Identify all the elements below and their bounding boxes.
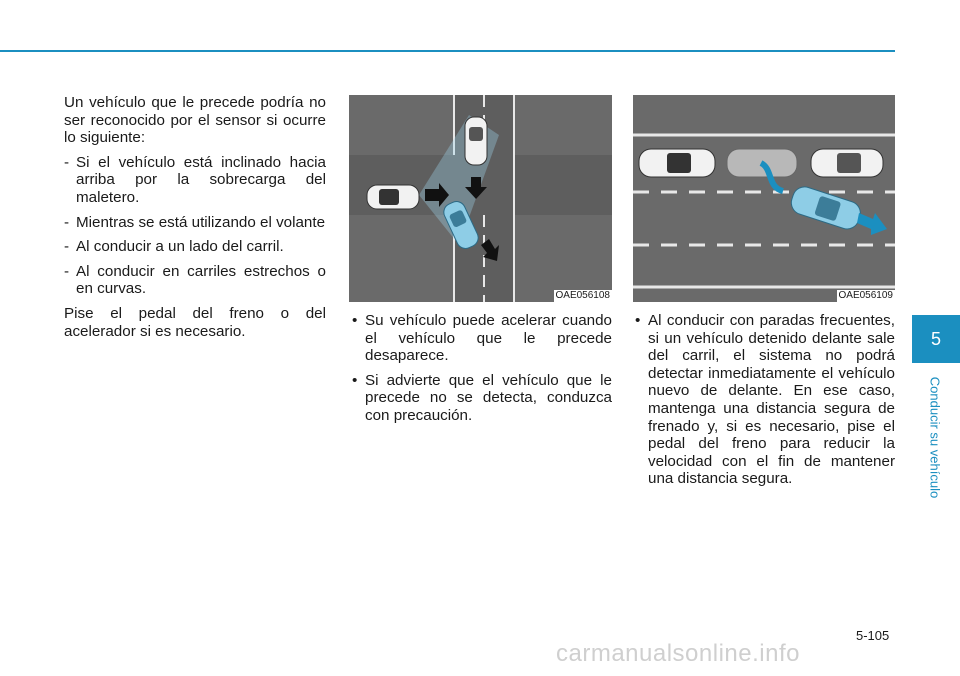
- column-middle: [350, 312, 612, 432]
- outro-paragraph: Pise el pedal del freno o del acelerador si es necesario.: [64, 304, 326, 340]
- bullet-item: • Al conducir con paradas frecuentes, si un vehículo detenido delante sale del carril, el sistema no podrá detectar inmediatamente el vehículo nuevo de delante. En ese caso, mantenga una distancia segura de frenado y, si es necesario, pise el pedal del freno para reducir la velocidad con el fin de mantener una distancia segura.: [633, 312, 895, 488]
- figure-code: OAE056109: [838, 290, 893, 301]
- figure-lane-change: [633, 95, 895, 302]
- section-number: 5: [930, 328, 941, 349]
- list-item: - Al conducir a un lado del carril.: [64, 238, 326, 256]
- lane-change-illustration: [633, 95, 895, 302]
- section-number-tab: [912, 315, 960, 363]
- list-item: - Al conducir en carriles estrechos o en curvas.: [64, 263, 326, 298]
- column-left: [64, 94, 326, 347]
- intersection-illustration: [349, 95, 612, 302]
- intro-paragraph: Un vehículo que le precede podría no ser reconocido por el sensor si ocurre lo siguiente:: [64, 94, 326, 147]
- bullet-item: • Su vehículo puede acelerar cuando el vehículo que le precede desaparece.: [350, 312, 612, 365]
- page-number: 5-105: [856, 628, 890, 643]
- figure-intersection: [349, 95, 612, 302]
- watermark: carmanualsonline.info: [556, 640, 800, 667]
- section-title-vertical: [924, 370, 946, 510]
- figure-code: OAE056108: [555, 290, 610, 301]
- column-right: [633, 312, 895, 495]
- list-item: - Si el vehículo está inclinado hacia arriba por la sobrecarga del maletero.: [64, 154, 326, 207]
- header-rule: [0, 50, 895, 52]
- bullet-item: • Si advierte que el vehículo que le precede no se detecta, conduzca con precaución.: [350, 372, 612, 425]
- list-item: - Mientras se está utilizando el volante: [64, 214, 326, 232]
- section-title: Conducir su vehículo: [927, 376, 943, 499]
